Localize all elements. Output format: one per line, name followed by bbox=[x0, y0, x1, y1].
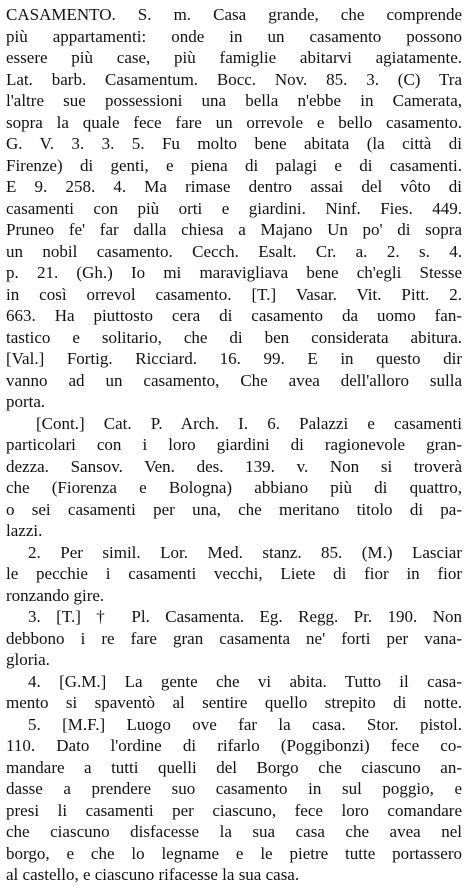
sense-5-line-3: mandare a tutti quelli del Borgo che ciascuno an- bbox=[6, 757, 462, 777]
entry-line-10: casamenti con più orti e giardini. Ninf. Fies. 449. bbox=[6, 198, 462, 218]
entry-line-9: E 9. 258. 4. Ma rimase dentro assai del vôto di bbox=[6, 177, 462, 196]
entry-line-18: vanno ad un casamento, Che avea dell'alloro sulla bbox=[6, 370, 462, 390]
entry-line-20: [Cont.] Cat. P. Arch. I. 6. Palazzi e casamenti bbox=[36, 413, 462, 433]
sense-3-line-2: debbono i re fare gran casamenta ne' forti per vana- bbox=[6, 628, 462, 648]
sense-3-line-1: 3. [T.] † Pl. Casamenta. Eg. Regg. Pr. 190. Non bbox=[28, 607, 462, 626]
sense-5-line-4: dasse a prendere suo casamento in sul poggio, e bbox=[6, 779, 462, 798]
entry-line-8: Firenze) di genti, e piena di palagi e di casamenti. bbox=[6, 155, 462, 175]
sense-2-line-2: le pecchie i casamenti vecchi, Liete di fior in fior bbox=[6, 564, 462, 583]
entry-line-15: 663. Ha piuttosto cera di casamento da uomo fan- bbox=[6, 306, 462, 325]
sense-5-line-1: 5. [M.F.] Luogo ove far la casa. Stor. pistol. bbox=[28, 714, 462, 734]
entry-line-23: che (Fiorenza e Bologna) abbiano più di quattro, bbox=[6, 478, 462, 497]
entry-line-3: essere più case, più famiglie abitarvi agiatamente. bbox=[6, 48, 462, 67]
sense-5-line-7: borgo, e che lo legname e le pietre tutte portassero bbox=[6, 843, 462, 863]
entry-line-16: tastico e solitario, che di ben considerata abitura. bbox=[6, 327, 462, 347]
entry-line-17: [Val.] Fortig. Ricciard. 16. 99. E in questo dir bbox=[6, 349, 462, 368]
entry-line-19: porta. bbox=[6, 392, 46, 411]
sense-5-line-8: al castello, e ciascuno rifacesse la sua casa. bbox=[6, 865, 300, 884]
sense-2-line-1: 2. Per simil. Lor. Med. stanz. 85. (M.) Lasciar bbox=[28, 542, 462, 562]
entry-line-21: particolari con i loro giardini di ragionevole gran- bbox=[6, 435, 462, 454]
entry-line-5: l'altre sue possessioni una bella n'ebbe in Camerata, bbox=[6, 91, 462, 110]
entry-line-25: lazzi. bbox=[6, 521, 43, 540]
entry-line-22: dezza. Sansov. Ven. des. 139. v. Non si troverà bbox=[6, 456, 462, 476]
sense-4-line-1: 4. [G.M.] La gente che vi abita. Tutto il casa- bbox=[28, 671, 462, 691]
sense-2-line-3: ronzando gire. bbox=[6, 585, 105, 605]
entry-line-1: CASAMENTO. S. m. Casa grande, che comprende bbox=[6, 5, 462, 24]
entry-line-7: G. V. 3. 3. 5. Fu molto bene abitata (la città di bbox=[6, 134, 462, 153]
sense-5-line-6: che ciascuno disfacesse la sua casa che avea nel bbox=[6, 822, 462, 841]
sense-5-line-5: presi li casamenti per ciascuno, fece loro comandare bbox=[6, 800, 462, 820]
entry-line-4: Lat. barb. Casamentum. Bocc. Nov. 85. 3. (C) Tra bbox=[6, 69, 462, 89]
entry-line-24: o sei casamenti per una, che meritano titolo di pa- bbox=[6, 499, 462, 519]
sense-3-line-3: gloria. bbox=[6, 650, 50, 669]
entry-line-6: sopra la quale fece fare un orrevole e bello casamento. bbox=[6, 112, 462, 132]
entry-line-14: in così orrevol casamento. [T.] Vasar. Vit. Pitt. 2. bbox=[6, 284, 462, 304]
entry-line-12: un nobil casamento. Cecch. Esalt. Cr. a. 2. s. 4. bbox=[6, 241, 462, 261]
sense-4-line-2: mento si spaventò al sentire quello strepito di notte. bbox=[6, 693, 462, 712]
entry-line-13: p. 21. (Gh.) Io mi maravigliava bene ch'egli Stesse bbox=[6, 263, 462, 282]
entry-line-2: più appartamenti: onde in un casamento possono bbox=[6, 26, 462, 46]
sense-5-line-2: 110. Dato l'ordine di rifarlo (Poggibonzi) fece co- bbox=[6, 736, 462, 755]
entry-line-11: Pruneo fe' far dalla chiesa a Majano Un po' di sopra bbox=[6, 220, 462, 239]
